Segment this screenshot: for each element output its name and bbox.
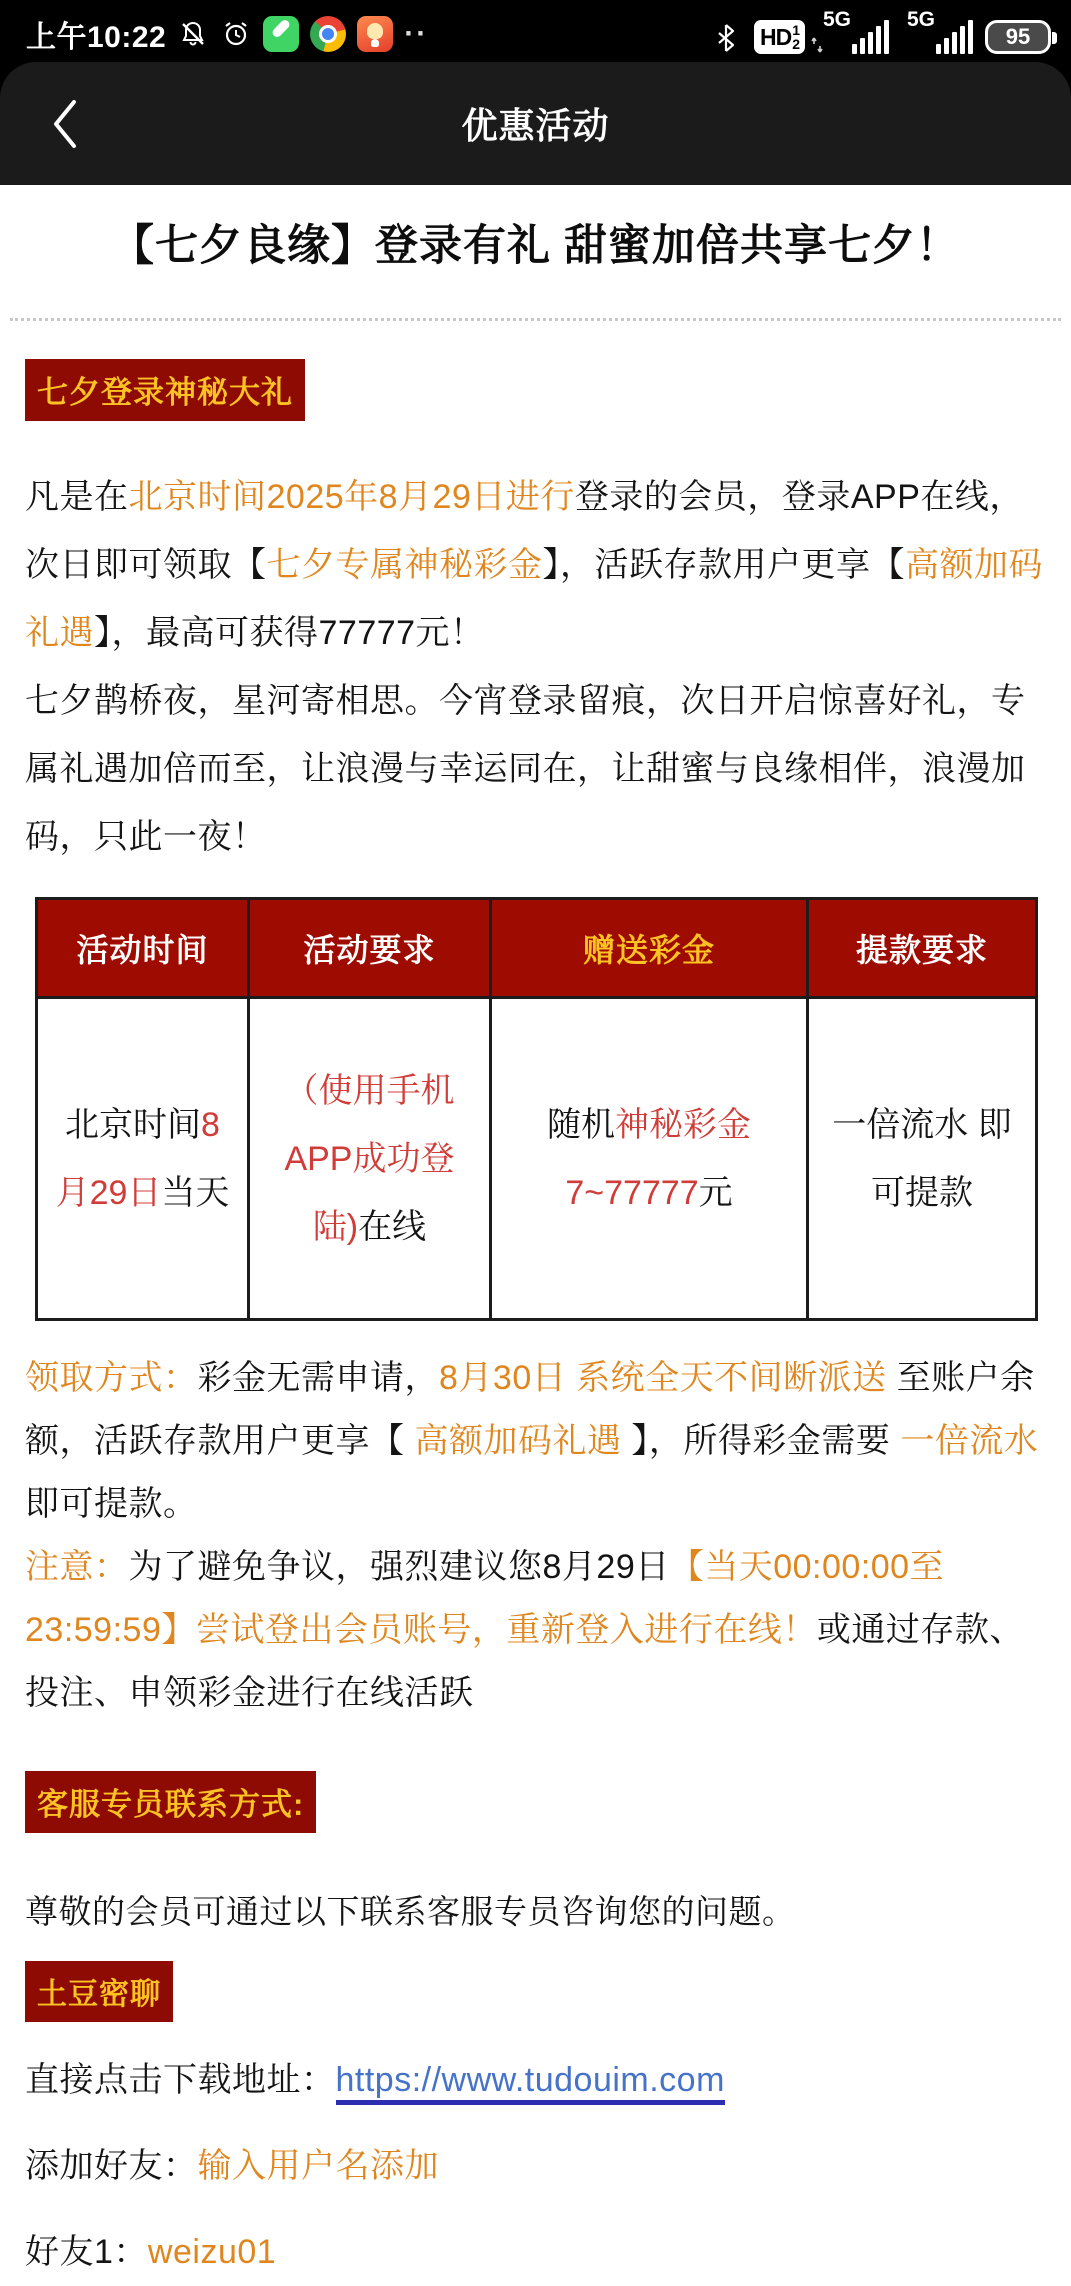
promo-paragraph-2: 七夕鹊桥夜，星河寄相思。今宵登录留痕，次日开启惊喜好礼，专属礼遇加倍而至，让浪漫与幸运同在，让甜蜜与良缘相伴，浪漫加码，只此一夜！ [25, 682, 1026, 857]
hd-label: HD [759, 23, 792, 50]
section-badge-login-gift: 七夕登录神秘大礼 [25, 359, 305, 421]
download-prefix: 直接点击下载地址： [25, 2060, 336, 2099]
th-bonus: 赠送彩金 [490, 899, 807, 998]
promo-paragraph-1: 凡是在北京时间2025年8月29日进行登录的会员，登录APP在线，次日即可领取【七夕专属神秘彩金】，活跃存款用户更享【高额加码礼遇】，最高可获得77777元！ [25, 478, 1043, 653]
network-5g-label: 5G [907, 8, 936, 31]
cell-activity-requirement: （使用手机APP成功登陆)在线 [248, 998, 490, 1320]
notification-app-icon-green [263, 16, 299, 52]
friend1-line: 好友1：weizu01 [25, 2232, 277, 2271]
alarm-clock-icon [220, 18, 252, 50]
rules-section [0, 1347, 1071, 1724]
promo-title: 【七夕良缘】登录有礼 甜蜜加倍共享七夕！ [111, 222, 960, 270]
signal-sim1 [817, 10, 889, 54]
volte-hd-icon [754, 20, 805, 54]
signal-bars-icon [936, 20, 973, 54]
cell-withdrawal: 一倍流水 即可提款 [807, 998, 1036, 1320]
more-notifications-dots: ·· [404, 17, 429, 50]
mute-bell-icon [177, 18, 209, 50]
clock-time: 上午10:22 [26, 21, 167, 54]
promo-table [35, 897, 1038, 1321]
table-header-row [37, 899, 1037, 998]
back-button[interactable] [30, 62, 100, 185]
sim1-label: 1 [792, 22, 800, 38]
download-link[interactable]: https://www.tudouim.com [336, 2061, 725, 2105]
status-bar [0, 0, 1071, 62]
signal-bars-icon [852, 20, 889, 54]
contact-intro: 尊敬的会员可通过以下联系客服专员咨询您的问题。 [25, 1892, 796, 1930]
table-row [37, 998, 1037, 1320]
network-5g-label: 5G [823, 8, 852, 31]
promo-content [0, 217, 1071, 2286]
notice-paragraph: 注意：为了避免争议，强烈建议您8月29日【当天00:00:00至23:59:59】尝试登出会员账号，重新登入进行在线！或通过存款、投注、申领彩金进行在线活跃 [25, 1548, 1024, 1712]
data-arrows-icon [811, 36, 823, 54]
add-friend-line: 添加好友：输入用户名添加 [25, 2146, 439, 2185]
battery-percent: 95 [1005, 24, 1031, 49]
section-badge-contact: 客服专员联系方式: [25, 1771, 316, 1833]
th-withdrawal-requirement: 提款要求 [807, 899, 1036, 998]
download-line [25, 2046, 1045, 2114]
tudou-badge: 土豆密聊 [25, 1961, 173, 2022]
bluetooth-icon [710, 22, 742, 54]
top-zone [0, 0, 1071, 185]
sim2-label: 2 [792, 36, 800, 52]
status-bar-right [710, 10, 1051, 58]
claim-method-paragraph: 领取方式：彩金无需申请，8月30日 系统全天不间断派送 至账户余额，活跃存款用户更享【 高额加码礼遇 】，所得彩金需要 一倍流水 即可提款。 [25, 1359, 1039, 1524]
status-bar-left [26, 12, 428, 56]
nav-header [0, 62, 1071, 185]
signal-sim2 [901, 10, 973, 54]
battery-icon [985, 20, 1051, 54]
th-activity-time: 活动时间 [37, 899, 249, 998]
th-activity-requirement: 活动要求 [248, 899, 490, 998]
cell-bonus: 随机神秘彩金7~77777元 [490, 998, 807, 1320]
notification-app-icon-red [357, 16, 393, 52]
cell-activity-time: 北京时间8月29日当天 [37, 998, 249, 1320]
page-header-title: 优惠活动 [461, 105, 610, 146]
dotted-divider [10, 318, 1061, 321]
chevron-left-icon [46, 96, 84, 152]
chrome-icon [310, 16, 346, 52]
